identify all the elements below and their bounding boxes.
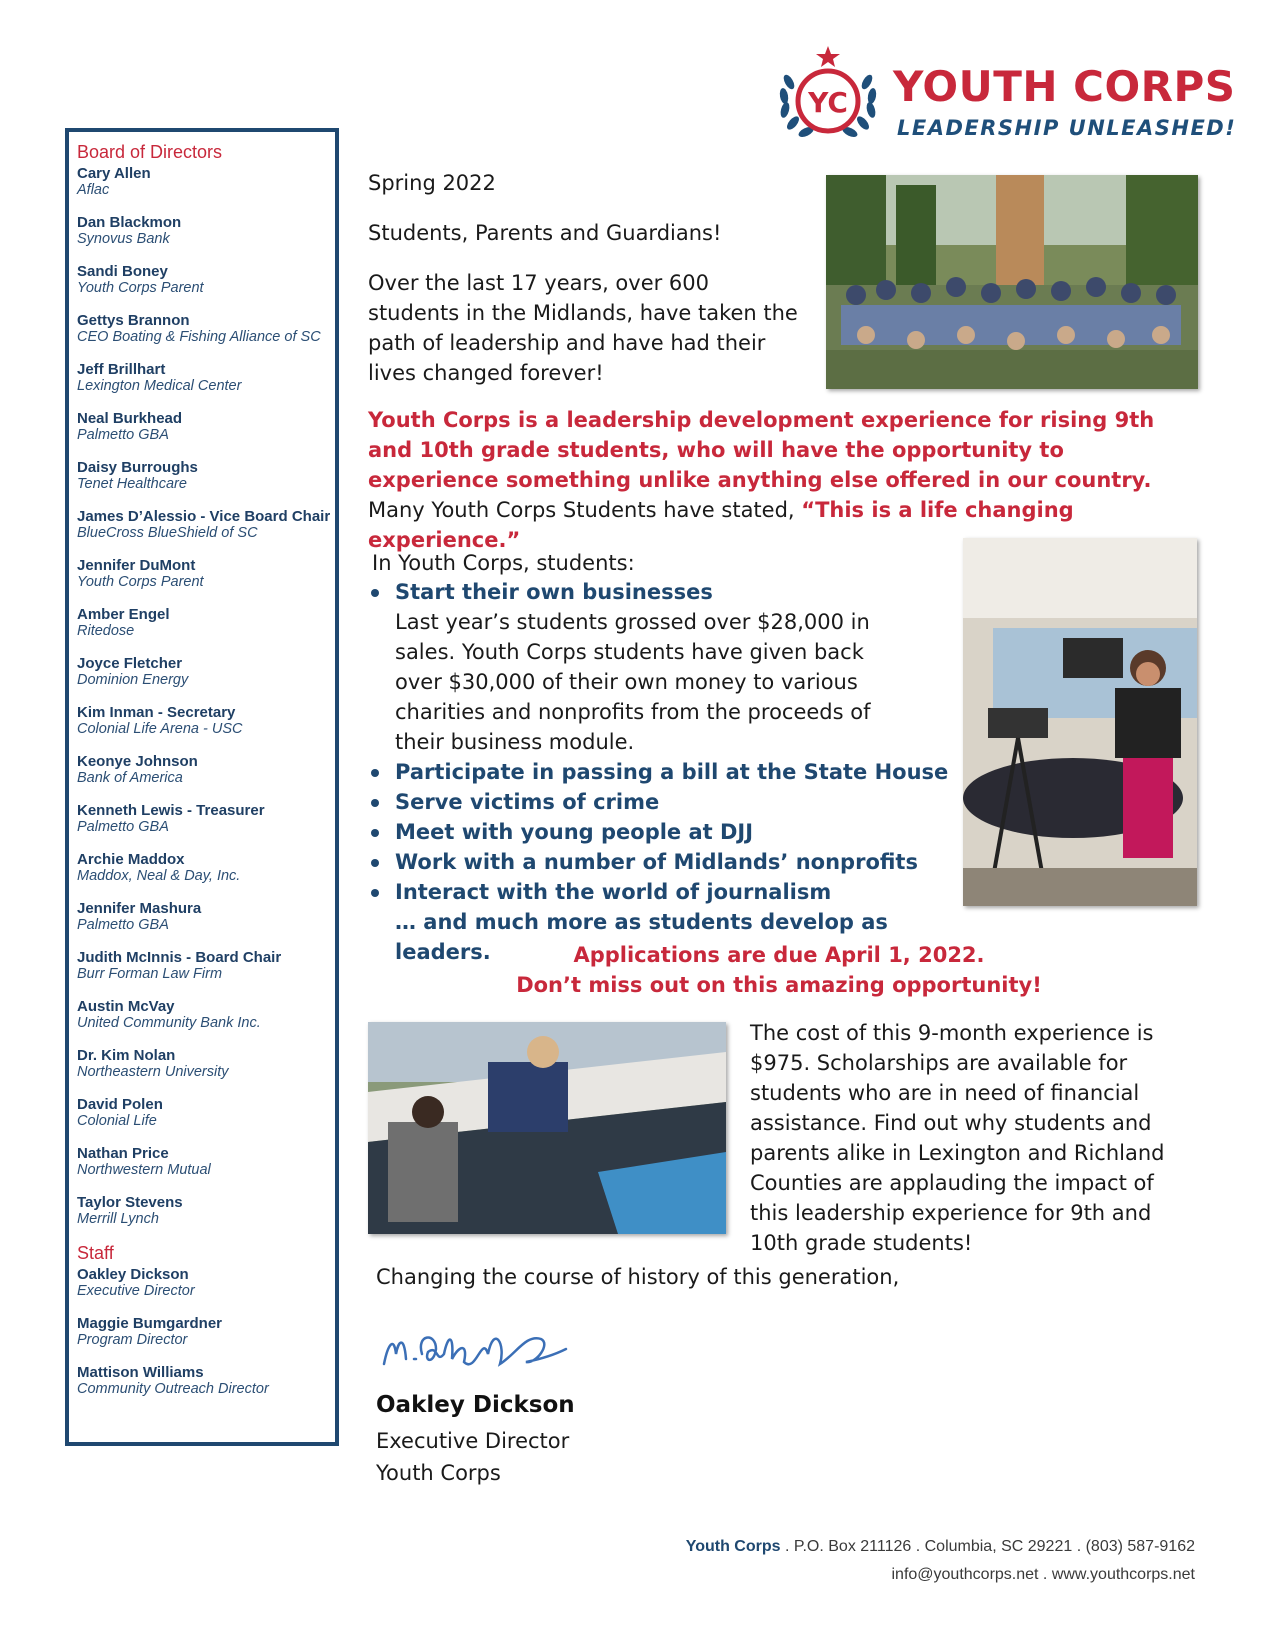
journalism-photo (963, 538, 1197, 906)
bullet-text: Work with a number of Midlands’ nonprofits (395, 850, 918, 874)
bullet-body: Last year’s students grossed over $28,000 in sales. Youth Corps students have given back over $30,000 of their own money to various charities and nonprofits from the proceeds of their business module. (395, 610, 871, 754)
board-member-org: Palmetto GBA (77, 427, 169, 443)
board-member-name: James D’Alessio - Vice Board Chair (77, 508, 331, 525)
board-member (77, 655, 329, 689)
board-member (77, 1145, 329, 1179)
list-item (368, 817, 988, 847)
board-member-name: Jeff Brillhart (77, 361, 166, 378)
highlight-tail: Many Youth Corps Students have stated, (368, 498, 802, 522)
board-member-name: Dr. Kim Nolan (77, 1047, 176, 1064)
footer-contact: info@youthcorps.net . www.youthcorps.net (891, 1566, 1195, 1583)
cost-paragraph: The cost of this 9-month experience is $975. Scholarships are available for students who are in need of financial assistance. Find out why students and parents alike in Lexington and Richland Counties are applauding the impact of this leadership experience for 9th and 10th grade students! (750, 1021, 1165, 1255)
signer-org: Youth Corps (376, 1461, 501, 1485)
bullet-list (368, 577, 958, 967)
staff-member (77, 1315, 329, 1349)
board-member (77, 802, 329, 836)
footer-address (686, 1538, 1195, 1556)
board-member (77, 1047, 329, 1081)
staff-member-name: Maggie Bumgardner (77, 1315, 223, 1332)
board-member-org: Synovus Bank (77, 231, 170, 247)
board-member (77, 704, 329, 738)
board-member-org: Bank of America (77, 770, 183, 786)
staff-member-org: Executive Director (77, 1283, 195, 1299)
list-intro: In Youth Corps, students: (372, 551, 635, 575)
bullet-text: Serve victims of crime (395, 790, 660, 814)
board-member-name: Daisy Burroughs (77, 459, 198, 476)
list-item (368, 847, 988, 877)
board-member-name: Keonye Johnson (77, 753, 198, 770)
board-member (77, 214, 329, 248)
staff-member-org: Program Director (77, 1332, 188, 1348)
bullet-text: Meet with young people at DJJ (395, 820, 754, 844)
board-member-org: Aflac (77, 182, 110, 198)
staff-heading: Staff (77, 1243, 114, 1263)
board-member-name: Archie Maddox (77, 851, 185, 868)
board-member-org: Youth Corps Parent (77, 574, 204, 590)
staff-list (77, 1266, 329, 1398)
letter-salutation: Students, Parents and Guardians! (368, 221, 722, 245)
board-member-name: David Polen (77, 1096, 163, 1113)
board-member (77, 949, 329, 983)
board-member (77, 1096, 329, 1130)
list-item (368, 577, 958, 607)
board-member (77, 900, 329, 934)
board-member-org: Tenet Healthcare (77, 476, 187, 492)
board-member-org: Youth Corps Parent (77, 280, 204, 296)
deadline-notice (368, 940, 1190, 1000)
board-member (77, 459, 329, 493)
bullet-title: Start their own businesses (395, 580, 713, 604)
letter-intro: Over the last 17 years, over 600 students in the Midlands, have taken the path of leadership and have had their lives changed forever! (368, 271, 798, 385)
board-member-name: Nathan Price (77, 1145, 169, 1162)
board-member (77, 998, 329, 1032)
board-member-org: CEO Boating & Fishing Alliance of SC (77, 329, 321, 345)
board-member-org: United Community Bank Inc. (77, 1015, 261, 1031)
group-photo (826, 175, 1198, 389)
board-member (77, 361, 329, 395)
board-member-org: Ritedose (77, 623, 135, 639)
board-member-org: Merrill Lynch (77, 1211, 159, 1227)
board-member-org: BlueCross BlueShield of SC (77, 525, 258, 541)
signature-image (376, 1314, 576, 1384)
staff-member (77, 1364, 329, 1398)
bullet-text: Participate in passing a bill at the State House (395, 760, 949, 784)
laurel-emblem-icon (773, 44, 883, 144)
board-member-org: Lexington Medical Center (77, 378, 242, 394)
board-member-org: Colonial Life (77, 1113, 157, 1129)
board-member-org: Dominion Energy (77, 672, 189, 688)
board-sidebar (65, 128, 339, 1446)
board-member (77, 1194, 329, 1228)
board-member-name: Kim Inman - Secretary (77, 704, 236, 721)
service-photo (368, 1022, 726, 1234)
footer-address-text: . P.O. Box 211126 . Columbia, SC 29221 . (803) 587-9162 (780, 1538, 1195, 1555)
signer-name: Oakley Dickson (376, 1392, 575, 1418)
board-member (77, 753, 329, 787)
board-member (77, 263, 329, 297)
logo-tagline: LEADERSHIP UNLEASHED! (897, 116, 1237, 140)
much-more: … and much more as students develop as leaders. (395, 910, 888, 964)
board-member-name: Jennifer Mashura (77, 900, 202, 917)
board-member-name: Taylor Stevens (77, 1194, 183, 1211)
board-member-name: Sandi Boney (77, 263, 168, 280)
board-member-org: Burr Forman Law Firm (77, 966, 223, 982)
board-member-name: Neal Burkhead (77, 410, 183, 427)
closing-line: Changing the course of history of this generation, (376, 1265, 900, 1289)
deadline-date: Applications are due April 1, 2022. (573, 943, 985, 967)
board-member (77, 508, 329, 542)
svg-text:YC: YC (808, 86, 848, 119)
board-member-org: Palmetto GBA (77, 917, 169, 933)
bullet-text: Interact with the world of journalism (395, 880, 832, 904)
highlight-text: Youth Corps is a leadership development experience for rising 9th and 10th grade students, who will have the opportunity to experience something unlike anything else offered in our country. (368, 408, 1155, 492)
board-member-org: Colonial Life Arena - USC (77, 721, 243, 737)
board-member-org: Northwestern Mutual (77, 1162, 211, 1178)
logo-title: YOUTH CORPS (893, 62, 1236, 111)
board-list (77, 165, 329, 1228)
board-member (77, 165, 329, 199)
board-member (77, 851, 329, 885)
board-member-name: Joyce Fletcher (77, 655, 183, 672)
board-member-name: Kenneth Lewis - Treasurer (77, 802, 265, 819)
staff-member-name: Oakley Dickson (77, 1266, 189, 1283)
board-member-name: Austin McVay (77, 998, 175, 1015)
program-description (368, 405, 1180, 555)
board-member-name: Jennifer DuMont (77, 557, 196, 574)
board-member-name: Gettys Brannon (77, 312, 190, 329)
staff-member-name: Mattison Williams (77, 1364, 204, 1381)
board-heading: Board of Directors (77, 142, 223, 162)
board-member-org: Maddox, Neal & Day, Inc. (77, 868, 241, 884)
board-member-org: Northeastern University (77, 1064, 229, 1080)
footer-org: Youth Corps (685, 1538, 781, 1555)
board-member-org: Palmetto GBA (77, 819, 169, 835)
board-member (77, 557, 329, 591)
youth-corps-logo (773, 44, 1237, 154)
staff-member-org: Community Outreach Director (77, 1381, 269, 1397)
board-member-name: Cary Allen (77, 165, 151, 182)
signer-title: Executive Director (376, 1429, 570, 1453)
board-member (77, 606, 329, 640)
student-quote: “This is a life changing experience.” (368, 498, 1074, 552)
board-member-name: Judith McInnis - Board Chair (77, 949, 282, 966)
board-member-name: Amber Engel (77, 606, 170, 623)
board-member (77, 410, 329, 444)
letter-date: Spring 2022 (368, 171, 496, 195)
board-member-name: Dan Blackmon (77, 214, 182, 231)
deadline-callout: Don’t miss out on this amazing opportunity! (516, 973, 1042, 997)
staff-member (77, 1266, 329, 1300)
list-item (368, 787, 988, 817)
list-item (368, 877, 988, 907)
list-item (368, 757, 988, 787)
board-member (77, 312, 329, 346)
